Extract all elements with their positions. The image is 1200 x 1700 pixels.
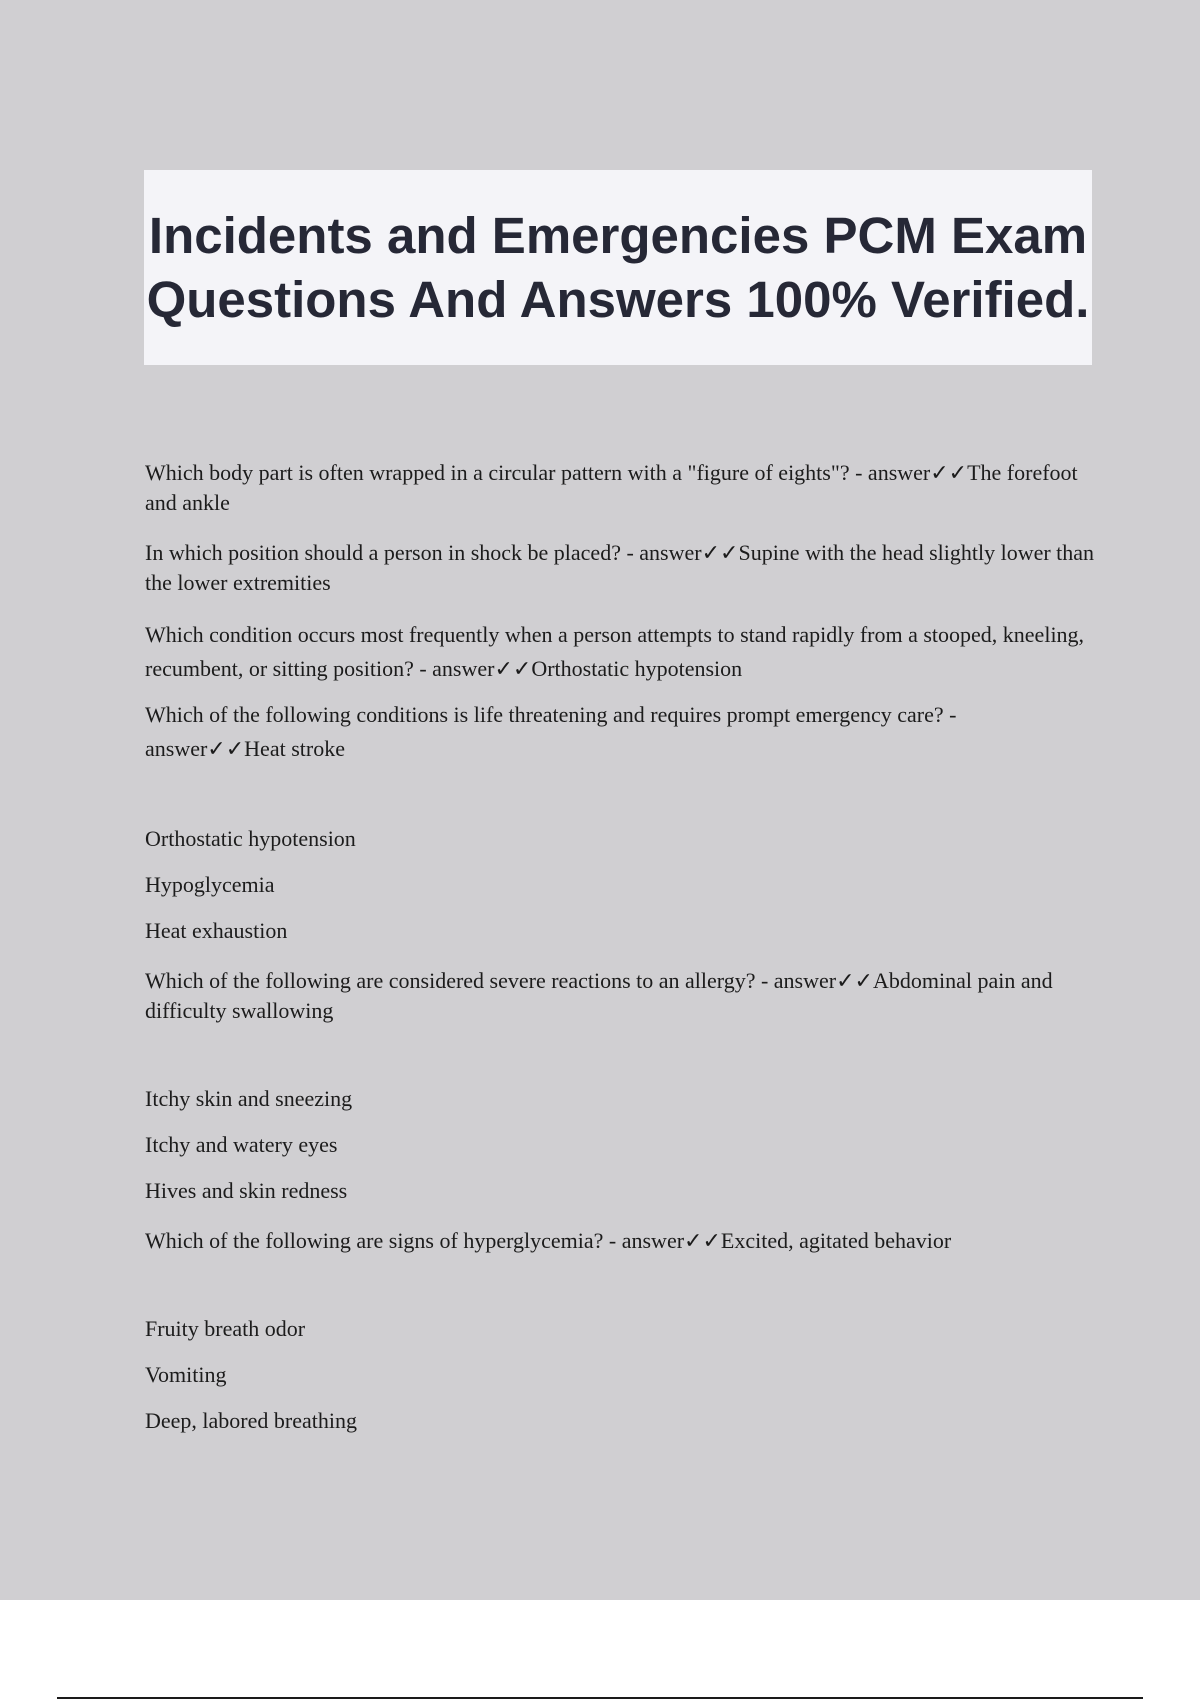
answer-option: Hives and skin redness bbox=[145, 1178, 348, 1203]
answer-option: Deep, labored breathing bbox=[145, 1408, 357, 1433]
answer-option: Heat exhaustion bbox=[145, 918, 288, 943]
question-answer: Which of the following conditions is life threatening and requires prompt emergency care? - answer✓✓Heat stroke bbox=[145, 702, 957, 761]
title-banner bbox=[144, 170, 1092, 365]
answer-option: Hypoglycemia bbox=[145, 872, 275, 897]
question-list bbox=[145, 458, 1095, 1452]
question-answer: Which condition occurs most frequently when a person attempts to stand rapidly from a stooped, kneeling, recumbent, or sitting position? - answer✓✓Orthostatic hypotension bbox=[145, 622, 1085, 681]
answer-option: Vomiting bbox=[145, 1362, 227, 1387]
answer-option: Orthostatic hypotension bbox=[145, 826, 356, 851]
answer-option: Itchy and watery eyes bbox=[145, 1132, 338, 1157]
question-answer: Which of the following are considered severe reactions to an allergy? - answer✓✓Abdominal pain and difficulty swallowing bbox=[145, 968, 1053, 1023]
answer-option: Itchy skin and sneezing bbox=[145, 1086, 353, 1111]
question-answer: Which of the following are signs of hyperglycemia? - answer✓✓Excited, agitated behavior bbox=[145, 1228, 952, 1253]
document-title: Incidents and Emergencies PCM Exam Questions And Answers 100% Verified. bbox=[146, 206, 1090, 328]
answer-option: Fruity breath odor bbox=[145, 1316, 306, 1341]
question-answer: In which position should a person in shock be placed? - answer✓✓Supine with the head slightly lower than the lower extremities bbox=[145, 540, 1095, 595]
page-gap bbox=[0, 1600, 1200, 1700]
question-answer: Which body part is often wrapped in a circular pattern with a "figure of eights"? - answer✓✓The forefoot and ankle bbox=[145, 460, 1078, 515]
divider bbox=[57, 1697, 1143, 1699]
